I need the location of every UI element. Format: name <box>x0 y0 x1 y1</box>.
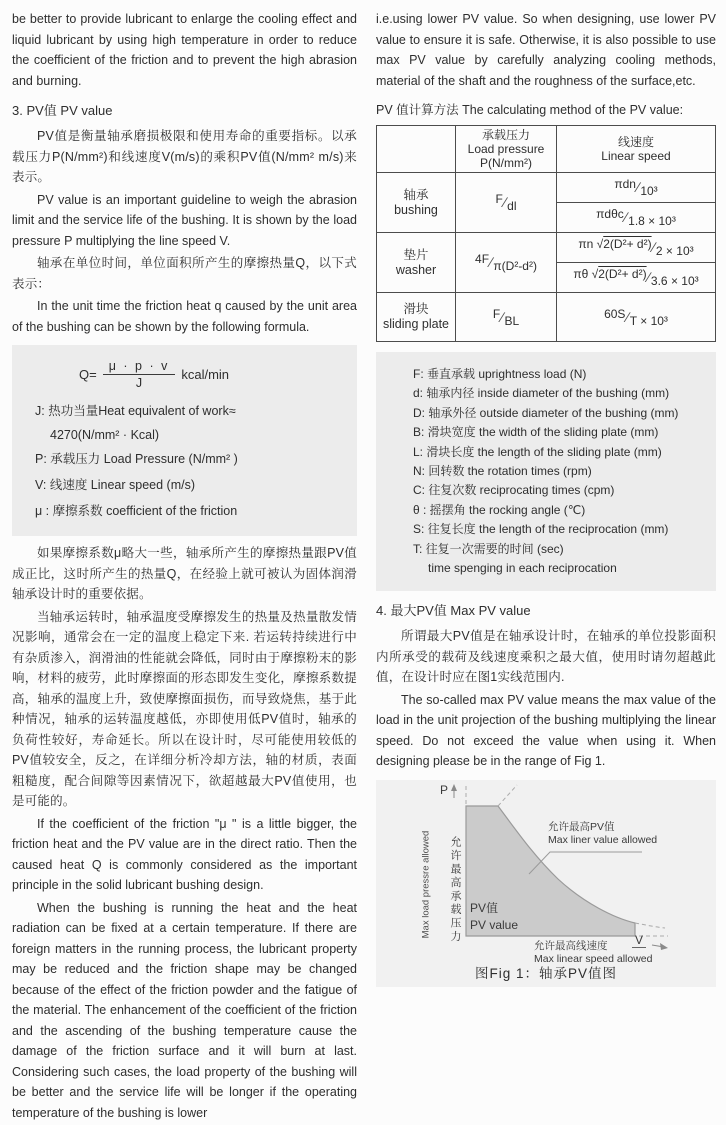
y-axis-title-en: Max load pressre allowed <box>420 830 432 939</box>
def-C: C: 往复次数 reciprocating times (cpm) <box>413 483 615 498</box>
pv-region-label <box>470 900 518 934</box>
fraction-slash: ∕ <box>647 269 650 285</box>
paragraph-friction-coefficient-zh: 如果摩擦系数μ略大一些，轴承所产生的摩擦热量跟PV值成正比，这时所产生的热量Q，在经验上就可被认为固体润滑轴承设计时的重要依据。 <box>12 546 357 601</box>
speed-formula-sliding-plate: 60S∕T × 10³ <box>557 293 716 342</box>
formula-numerator: μ · p · v <box>103 359 176 375</box>
pv-region-label-zh: PV值 <box>470 900 499 915</box>
paragraph-pv-definition-en: PV value is an important guideline to weigh the abrasion limit and the service life of the bushing. It is shown by the load pressure P multiplying the line speed V. <box>12 192 357 248</box>
def-T-en: time spenging in each reciprocation <box>428 561 617 576</box>
x-axis-arrow-icon <box>660 943 668 950</box>
y-axis-title-zh: 允许最高承载压力 <box>449 835 461 944</box>
row-label-washer-en: washer <box>395 262 437 277</box>
fraction-slash: ∕ <box>636 179 640 195</box>
fraction-slash: ∕ <box>490 254 493 270</box>
fraction-slash: ∕ <box>501 308 504 325</box>
row-label-bushing-zh: 轴承 <box>403 187 429 202</box>
row-label-washer <box>377 233 456 293</box>
figure-caption: 图Fig 1：轴承PV值图 <box>474 965 618 981</box>
symbol-definitions-box <box>376 352 716 591</box>
formula-denominator: J <box>135 376 143 390</box>
paragraph-friction-heat-en: In the unit time the friction heat q caused by the unit area of the bushing can be shown by the following formula. <box>12 299 357 334</box>
max-pv-annotation-zh: 允许最高PV值 <box>548 820 615 833</box>
formula-def-J: J: 热功当量Heat equivalent of work≈ <box>35 404 236 418</box>
x-axis-label: V <box>632 933 646 948</box>
paragraph-friction-coefficient-en: If the coefficient of the friction "μ " is a little bigger, the friction heat and the PV value are in the direct ratio. Then the caused heat Q is commonly considered as the important principle in the solid lubricant bushing design. <box>12 816 357 892</box>
def-d: d: 轴承内径 inside diameter of the bushing (mm) <box>413 386 670 401</box>
def-F: F: 垂直承载 uprightness load (N) <box>413 367 587 381</box>
max-pv-annotation <box>548 821 657 848</box>
paragraph-pv-definition-zh: PV值是衡量轴承磨损极限和使用寿命的重要指标。以承载压力P(N/mm²)和线速度V(m/s)的乘积PV值(N/mm² m/s)来表示。 <box>12 129 357 184</box>
header-pressure-zh: 承载压力 <box>481 128 530 142</box>
x-axis-title-en: Max linear speed allowed <box>534 953 653 966</box>
fraction-slash: ∕ <box>503 194 507 210</box>
max-pv-annotation-en: Max liner value allowed <box>548 834 658 847</box>
paragraph-max-pv-en: The so-called max PV value means the max value of the load in the unit projection of the bushing multiplying the linear speed. Do not exceed the value when using it. When designing please be in the range of Fig 1. <box>376 692 716 769</box>
pv-table-title: PV 值计算方法 The calculating method of the PV value: <box>376 103 684 117</box>
x-axis-title-zh: 允许最高线速度 <box>534 939 608 952</box>
formula-fraction <box>103 359 176 390</box>
def-B: B: 滑块宽度 the width of the sliding plate (mm) <box>413 425 659 440</box>
speed-formula-bushing-rocking: πdθc∕1.8 × 10³ <box>557 203 716 233</box>
row-label-bushing-en: bushing <box>394 202 438 217</box>
header-pressure-unit: P(N/mm²) <box>480 156 532 170</box>
pv-calculation-table <box>376 125 716 342</box>
row-label-sliding-plate-en: sliding plate <box>382 317 449 331</box>
row-label-washer-zh: 垫片 <box>403 247 429 262</box>
formula-def-mu: μ : 摩擦系数 coefficient of the friction <box>35 504 238 518</box>
paragraph-friction-heat-zh: 轴承在单位时间，单位面积所产生的摩擦热量Q，以下式表示： <box>12 256 357 291</box>
def-N: N: 回转数 the rotation times (rpm) <box>413 464 592 479</box>
def-L: L: 滑块长度 the length of the sliding plate (mm) <box>413 444 662 459</box>
table-row-washer <box>377 233 716 263</box>
header-speed-zh: 线速度 <box>617 135 654 149</box>
pressure-formula-bushing: F∕dl <box>456 173 557 233</box>
dashed-curve-extension-top <box>498 785 517 806</box>
pv-region-label-en: PV value <box>470 917 519 932</box>
table-header-row <box>377 126 716 173</box>
def-S: S: 往复长度 the length of the reciprocation (mm) <box>413 522 669 537</box>
y-axis-arrow-icon <box>451 784 457 791</box>
row-label-bushing <box>377 173 456 233</box>
right-column <box>376 9 716 1125</box>
fraction-slash: ∕ <box>652 239 655 255</box>
dashed-curve-extension-right <box>635 923 665 928</box>
figure-pv-diagram <box>376 780 716 987</box>
pressure-formula-sliding-plate: F∕BL <box>456 293 557 342</box>
fraction-slash: ∕ <box>626 308 629 325</box>
fraction-slash: ∕ <box>624 209 628 225</box>
paragraph-lower-pv-en: i.e.using lower PV value. So when designing, use lower PV value to ensure it is safe. Otherwise, it is also possible to use max PV value by carefully analyzing cooling methods, material of the shaft and the roughness of the surface,etc. <box>376 12 716 88</box>
header-speed-en: Linear speed <box>601 149 671 163</box>
formula-box <box>12 345 357 536</box>
section-heading-max-pv: 4. 最大PV值 Max PV value <box>376 603 531 619</box>
formula-lhs: Q= <box>79 367 97 382</box>
speed-formula-washer-rotation: πn √2(D²+ d²)∕2 × 10³ <box>557 233 716 263</box>
formula-def-J-value: 4270(N/mm² · Kcal) <box>50 428 160 442</box>
speed-formula-bushing-rotation: πdn∕10³ <box>557 173 716 203</box>
paragraph-max-pv-zh: 所谓最大PV值是在轴承设计时，在轴承的单位投影面积内所承受的载荷及线速度乘积之最大值，使用时请勿超越此值，在设计时应在图1实线范围内. <box>376 629 716 685</box>
table-header-linear-speed <box>557 126 716 173</box>
formula-unit: kcal/min <box>181 367 230 382</box>
paragraph-bushing-running-en: When the bushing is running the heat and the heat radiation can be fixed at a certain temperature. If there are foreign matters in the running process, the lubricant property may be reduced and the friction shape may be changed because of the effect of the friction powder and the fatigue of the material. The enhancement of the coefficient of the friction and the ascending of the bushing temperature cause the damage of the friction surface and it will burn at last. Considering such cases, the load property of the bushing will be better and the service life will be longer if the operating temperature of the bushing is lower <box>12 900 357 1120</box>
formula-def-P: P: 承载压力 Load Pressure (N/mm² ) <box>35 452 238 466</box>
paragraph-bushing-running-zh: 当轴承运转时，轴承温度受摩擦发生的热量及热量散发情况影响，通常会在一定的温度上稳定下来. 若运转持续进行中有杂质渗入，润滑油的性能就会降低，同时由于摩擦粉末的影响，材料的疲劳，此时摩擦面的形态即发生变化，摩擦系数提高，轴承的温度上升，致使摩擦面损伤，而导致烧焦，基于此种情况，轴承的运转温度越低，亦即使用低PV值时，轴承的负荷性较好，寿命延长。所以在设计时，尽可能使用较低的PV值较安全，反之，在详细分析冷却方法，轴的材质，表面粗糙度，配合间隙等因素情况下，欲超越最大PV值使用，也是可能的。 <box>12 609 357 808</box>
paragraph-lubricant-continued: be better to provide lubricant to enlarge the cooling effect and liquid lubricant by using high temperature in order to reduce the coefficient of the friction and to prevent the high abrasion and burning. <box>12 12 357 88</box>
header-pressure-en: Load pressure <box>467 142 545 156</box>
section-heading-pv-value: 3. PV值 PV value <box>12 103 113 118</box>
table-row-bushing <box>377 173 716 203</box>
pressure-formula-washer: 4F∕π(D²-d²) <box>456 233 557 293</box>
row-label-sliding-plate-zh: 滑块 <box>403 302 429 316</box>
y-axis-label: P <box>440 782 449 797</box>
table-header-load-pressure <box>456 126 557 173</box>
def-T: T: 往复一次需要的时间 (sec) <box>413 541 564 556</box>
formula-def-V: V: 线速度 Linear speed (m/s) <box>35 478 196 492</box>
left-column <box>12 9 357 1125</box>
def-theta: θ : 摇摆角 the rocking angle (℃) <box>413 502 586 517</box>
def-D: D: 轴承外径 outside diameter of the bushing (mm) <box>413 405 679 420</box>
speed-formula-washer-rocking: πθ √2(D²+ d²)∕3.6 × 10³ <box>557 263 716 293</box>
row-label-sliding-plate <box>377 293 456 342</box>
heat-formula <box>79 359 345 390</box>
table-header-empty <box>377 126 456 173</box>
table-row-sliding-plate <box>377 293 716 342</box>
